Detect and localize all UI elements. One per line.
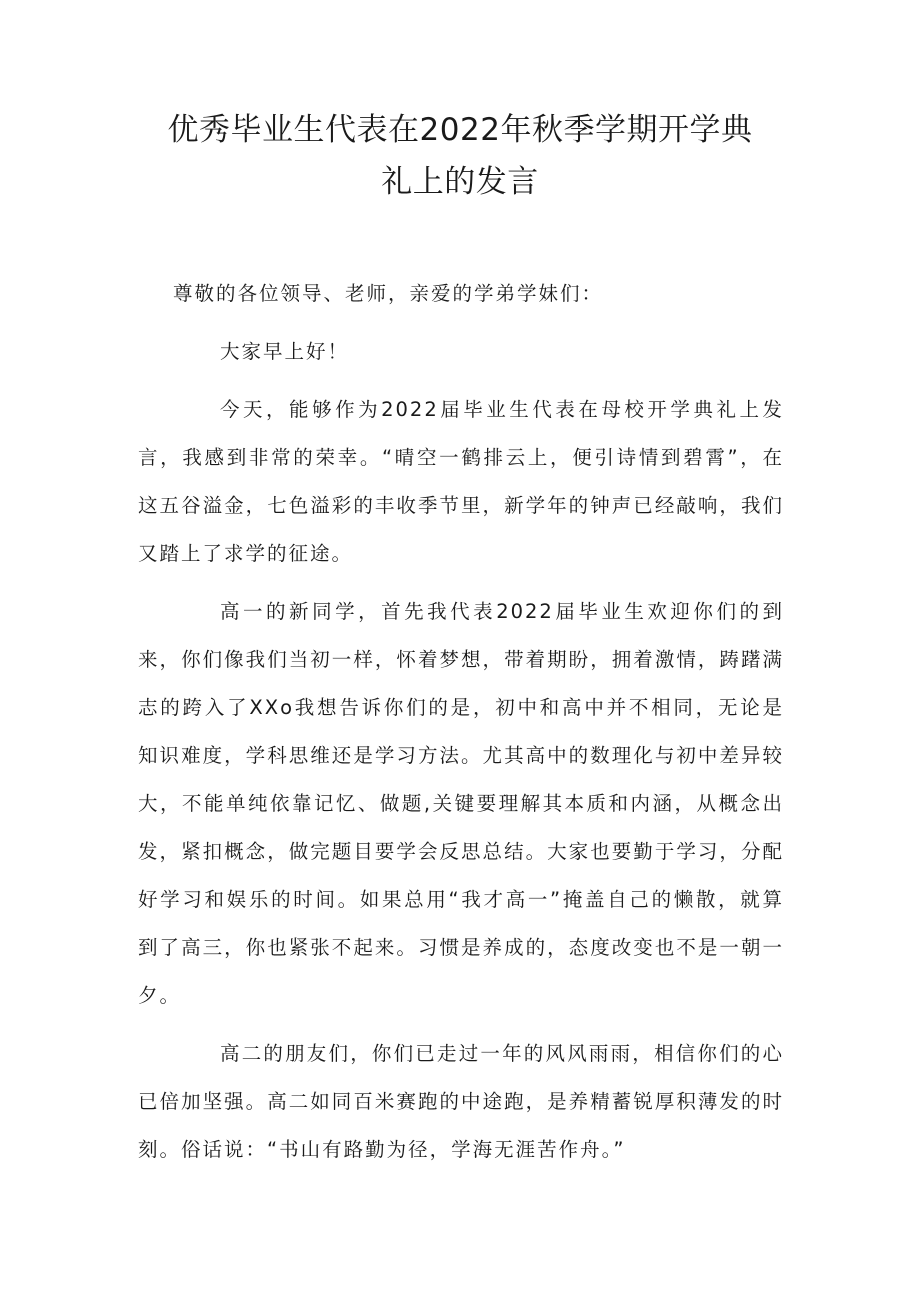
salutation: 尊敬的各位领导、老师，亲爱的学弟学妹们：	[173, 282, 604, 305]
title-line-2: 礼上的发言	[381, 164, 539, 200]
document-title	[120, 104, 800, 208]
document-body	[138, 270, 784, 1174]
paragraph-sophomores: 高二的朋友们，你们已走过一年的风风雨雨，相信你们的心已倍加坚强。高二如同百米赛跑的中途跑，是养精蓄锐厚积薄发的时刻。俗话说：“书山有路勤为径，学海无涯苦作舟。”	[138, 1042, 784, 1161]
paragraph-opening: 今天，能够作为2022届毕业生代表在母校开学典礼上发言，我感到非常的荣幸。“晴空一鹤排云上，便引诗情到碧霄”，在这五谷溢金，七色溢彩的丰收季节里，新学年的钟声已经敲响，我们又踏上了求学的征途。	[138, 398, 784, 565]
greeting: 大家早上好！	[220, 340, 350, 363]
title-line-1: 优秀毕业生代表在2022年秋季学期开学典	[167, 112, 753, 148]
paragraph-freshmen: 高一的新同学，首先我代表2022届毕业生欢迎你们的到来，你们像我们当初一样，怀着梦想，带着期盼，拥着激情，踌躇满志的跨入了XXo我想告诉你们的是，初中和高中并不相同，无论是知识难度，学科思维还是学习方法。尤其高中的数理化与初中差异较大，不能单纯依靠记忆、做题,关键要理解其本质和内涵，从概念出发，紧扣概念，做完题目要学会反思总结。大家也要勤于学习，分配好学习和娱乐的时间。如果总用“我才高一”掩盖自己的懒散，就算到了高三，你也紧张不起来。习惯是养成的，态度改变也不是一朝一夕。	[138, 600, 784, 1007]
